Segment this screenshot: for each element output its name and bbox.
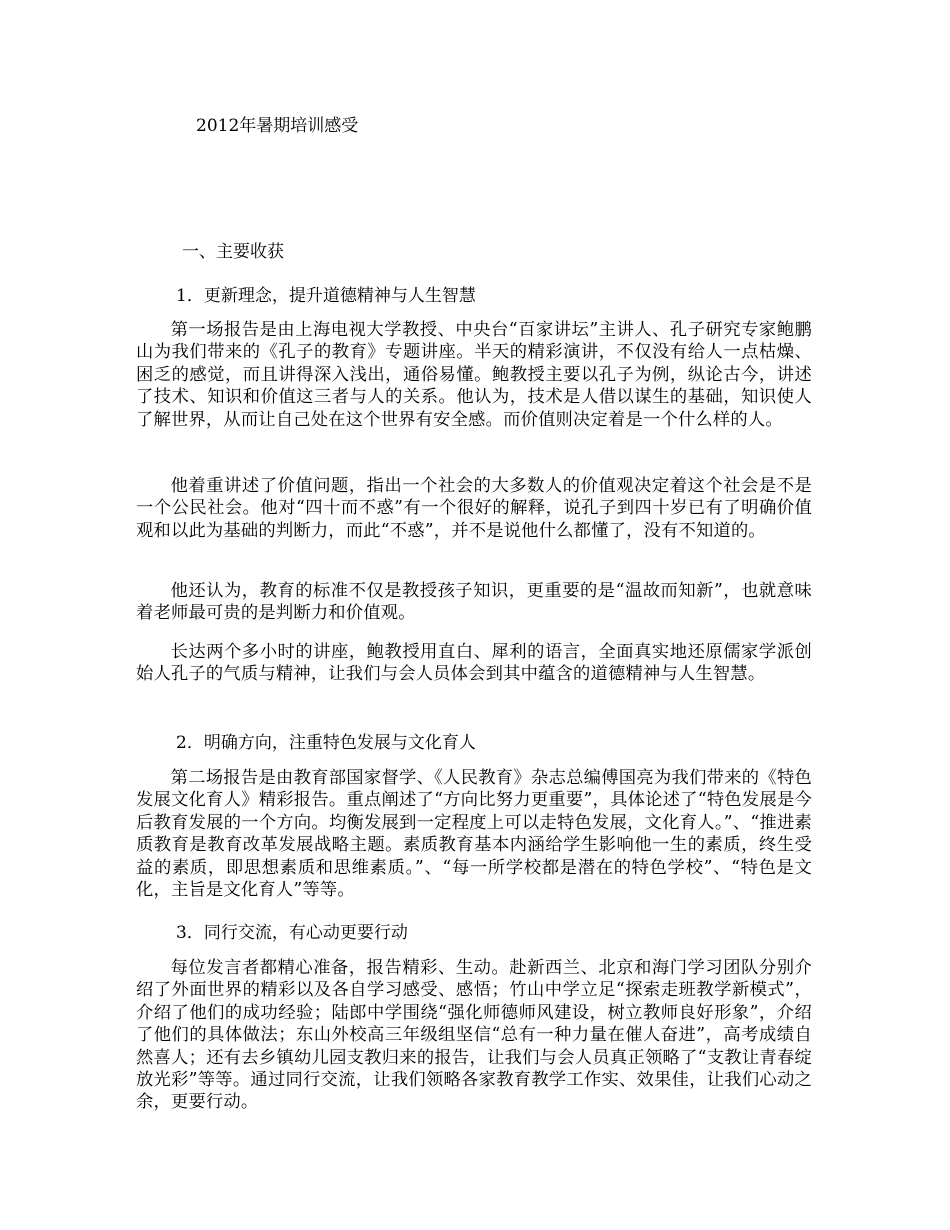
section-heading-3: 3．同行交流，有心动更要行动: [176, 923, 408, 943]
section-heading-1: 1．更新理念，提升道德精神与人生智慧: [176, 286, 476, 306]
paragraph: 他还认为，教育的标准不仅是教授孩子知识，更重要的是“温故而知新”，也就意味着老师最可贵的是判断力和价值观。: [136, 581, 812, 624]
paragraph: 每位发言者都精心准备，报告精彩、生动。赴新西兰、北京和海门学习团队分别介绍了外面世界的精彩以及各自学习感受、感悟；竹山中学立足“探索走班教学新模式”，介绍了他们的成功经验；陆郎中学围绕“强化师德师风建设，树立教师良好形象”，介绍了他们的具体做法；东山外校高三年级组坚信“总有一种力量在催人奋进”，高考成绩自然喜人；还有去乡镇幼儿园支教归来的报告，让我们与会人员真正领略了“支教让青春绽放光彩”等等。通过同行交流，让我们领略各家教育教学工作实、效果佳，让我们心动之余，更要行动。: [136, 958, 812, 1113]
part-heading: 一、主要收获: [182, 242, 284, 262]
document-title: 2012年暑期培训感受: [196, 116, 359, 136]
paragraph: 他着重讲述了价值问题，指出一个社会的大多数人的价值观决定着这个社会是不是一个公民社会。他对“四十而不惑”有一个很好的解释，说孔子到四十岁已有了明确价值观和以此为基础的判断力，而此“不惑”，并不是说他什么都懂了，没有不知道的。: [136, 476, 812, 541]
section-heading-2: 2．明确方向，注重特色发展与文化育人: [176, 733, 476, 753]
paragraph: 第一场报告是由上海电视大学教授、中央台“百家讲坛”主讲人、孔子研究专家鲍鹏山为我们带来的《孔子的教育》专题讲座。半天的精彩演讲，不仅没有给人一点枯燥、困乏的感觉，而且讲得深入浅出，通俗易懂。鲍教授主要以孔子为例，纵论古今，讲述了技术、知识和价值这三者与人的关系。他认为，技术是人借以谋生的基础，知识使人了解世界，从而让自己处在这个世界有安全感。而价值则决定着是一个什么样的人。: [136, 320, 812, 430]
paragraph: 长达两个多小时的讲座，鲍教授用直白、犀利的语言，全面真实地还原儒家学派创始人孔子的气质与精神，让我们与会人员体会到其中蕴含的道德精神与人生智慧。: [136, 642, 812, 685]
paragraph: 第二场报告是由教育部国家督学、《人民教育》杂志总编傅国亮为我们带来的《特色发展文化育人》精彩报告。重点阐述了“方向比努力更重要”，具体论述了“特色发展是今后教育发展的一个方向。均衡发展到一定程度上可以走特色发展，文化育人。”、“推进素质教育是教育改革发展战略主题。素质教育基本内涵给学生影响他一生的素质，终生受益的素质，即思想素质和思维素质。”、“每一所学校都是潜在的特色学校”、“特色是文化，主旨是文化育人”等等。: [136, 768, 812, 901]
